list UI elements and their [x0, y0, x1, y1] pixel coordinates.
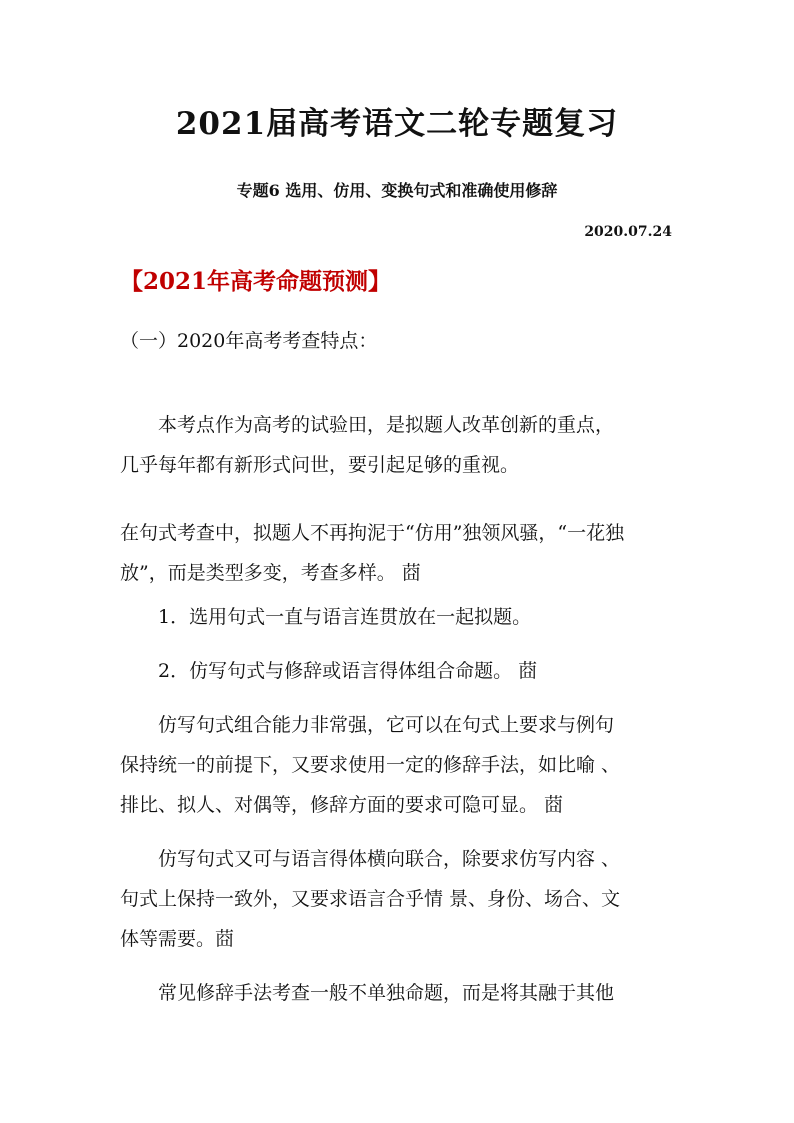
paragraph-5 [120, 705, 676, 825]
paragraph-line: 仿写句式又可与语言得体横向联合，除要求仿写内容 、 [158, 848, 621, 870]
paragraph-3 [120, 597, 676, 637]
subsection-heading: （一）2020年高考考查特点： [120, 330, 378, 352]
paragraph-line: 放”，而是类型多变，考查多样。 莔 [120, 562, 421, 584]
paragraph-4 [120, 651, 676, 691]
paragraph-line: 本考点作为高考的试验田，是拟题人改革创新的重点， [158, 414, 615, 436]
paragraph-line: 仿写句式组合能力非常强，它可以在句式上要求与例句 [158, 714, 615, 736]
section-heading: 【2021年高考命题预测】 [120, 268, 392, 295]
paragraph-7 [120, 973, 676, 1013]
paragraph-line: 排比、拟人、对偶等，修辞方面的要求可隐可显。 莔 [120, 794, 564, 816]
paragraph-line: 保持统一的前提下，又要求使用一定的修辞手法，如比喻 、 [120, 754, 621, 776]
document-title: 2021届高考语文二轮专题复习 [175, 106, 619, 142]
paragraph-6 [120, 839, 676, 959]
paragraph-1 [120, 405, 676, 485]
paragraph-2 [120, 513, 676, 593]
paragraph-line: 体等需要。莔 [120, 928, 235, 950]
paragraph-line: 在句式考查中，拟题人不再拘泥于“仿用”独领风骚，“一花独 [120, 522, 625, 544]
paragraph-line: 几乎每年都有新形式问世，要引起足够的重视。 [120, 454, 520, 476]
document-subtitle: 专题6 选用、仿用、变换句式和准确使用修辞 [236, 181, 558, 200]
paragraph-line: 1．选用句式一直与语言连贯放在一起拟题。 [158, 606, 532, 628]
paragraph-line: 常见修辞手法考查一般不单独命题，而是将其融于其他 [158, 982, 615, 1004]
document-date: 2020.07.24 [584, 224, 672, 240]
paragraph-line: 句式上保持一致外，又要求语言合乎情 景、身份、场合、文 [120, 888, 621, 910]
paragraph-line: 2．仿写句式与修辞或语言得体组合命题。 莔 [158, 660, 538, 682]
